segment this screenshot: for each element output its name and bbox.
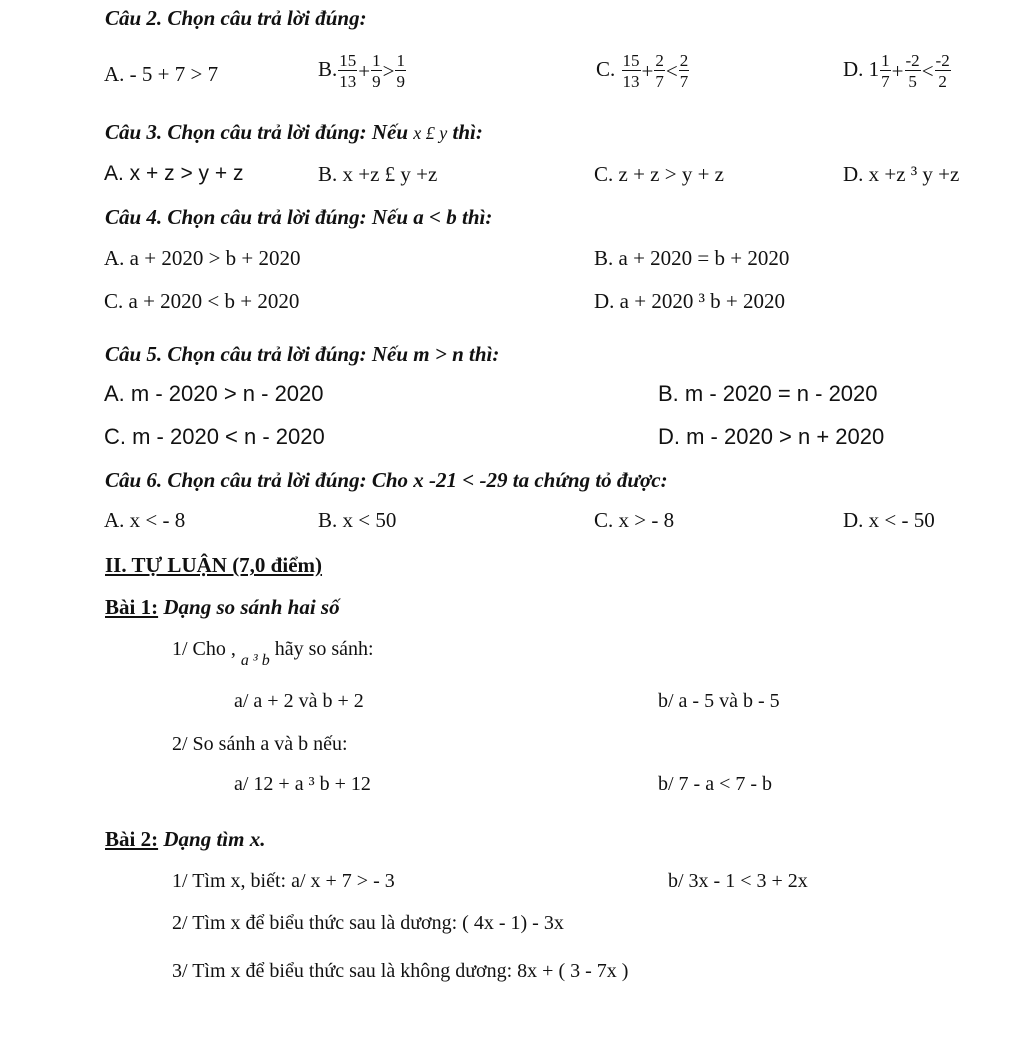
q5-option-d: D. m - 2020 > n + 2020: [658, 424, 885, 449]
fraction: $\frac{15}{13}$: [339, 51, 357, 91]
bai-1-title: Bài 1: Dạng so sánh hai số: [105, 595, 340, 619]
fraction: $\frac{1}{9}$: [372, 51, 381, 91]
q3-option-c: C. z + z > y + z: [594, 162, 724, 186]
question-3-title: Câu 3. Chọn câu trả lời đúng: Nếu x £ y thì:: [105, 120, 483, 144]
section-2-title: II. TỰ LUẬN (7,0 điểm): [105, 553, 323, 577]
fraction: $\frac{2}{7}$: [655, 51, 664, 91]
fraction: $\frac{1}{7}$: [881, 51, 890, 91]
bai-2-part-3: 3/ Tìm x để biểu thức sau là không dương: 8x + ( 3 - 7x ): [172, 960, 629, 982]
bai-1-part-2a: a/ 12 + a ³ b + 12: [234, 773, 371, 795]
q6-option-b: B. x < 50: [318, 508, 397, 532]
question-6-title: Câu 6. Chọn câu trả lời đúng: Cho x -21 < -29 ta chứng tỏ được:: [105, 468, 668, 492]
fraction: $\frac{-2}{5}$: [905, 51, 920, 91]
bai-1-part-1a: a/ a + 2 và b + 2: [234, 690, 364, 712]
q3-option-a: A. x + z > y + z: [104, 162, 244, 185]
q2-b-label: B.: [318, 56, 338, 81]
bai-1-part-2: 2/ So sánh a và b nếu:: [172, 733, 348, 755]
q2-option-d: D. 1 $\frac{1}{7}$ + $\frac{-2}{5}$ < $\frac{-2}{2}$: [843, 51, 950, 91]
q3-option-b: B. x +z £ y +z: [318, 162, 438, 186]
q5-option-a: A. m - 2020 > n - 2020: [104, 381, 324, 406]
bai-2-part-1: 1/ Tìm x, biết: a/ x + 7 > - 3: [172, 870, 395, 892]
q6-option-a: A. x < - 8: [104, 508, 186, 532]
q2-option-c: C. $\frac{15}{13}$ + $\frac{2}{7}$ < $\frac{2}{7}$: [596, 51, 689, 91]
fraction: $\frac{15}{13}$: [622, 51, 640, 91]
q2-option-a: A. - 5 + 7 > 7: [104, 62, 219, 86]
bai-1-part-1: 1/ Cho , $_{a ^3 b}$ hãy so sánh:: [172, 638, 374, 669]
bai-2-title: Bài 2: Dạng tìm x.: [105, 827, 266, 851]
bai-2-part-1b: b/ 3x - 1 < 3 + 2x: [668, 870, 808, 892]
fraction: $\frac{1}{9}$: [396, 51, 405, 91]
q4-option-c: C. a + 2020 < b + 2020: [104, 289, 300, 313]
q4-option-d: D. a + 2020 ³ b + 2020: [594, 289, 785, 313]
fraction: $\frac{2}{7}$: [679, 51, 689, 91]
question-2-title: Câu 2. Chọn câu trả lời đúng:: [105, 6, 367, 30]
q5-option-b: B. m - 2020 = n - 2020: [658, 381, 878, 406]
q6-option-c: C. x > - 8: [594, 508, 675, 532]
q4-option-a: A. a + 2020 > b + 2020: [104, 246, 301, 270]
fraction: $\frac{-2}{2}$: [935, 51, 950, 91]
q4-option-b: B. a + 2020 = b + 2020: [594, 246, 790, 270]
bai-2-part-2: 2/ Tìm x để biểu thức sau là dương: ( 4x - 1) - 3x: [172, 912, 564, 934]
question-5-title: Câu 5. Chọn câu trả lời đúng: Nếu m > n thì:: [105, 342, 500, 366]
q2-option-b: B. $\frac{15}{13}$ + $\frac{1}{9}$ > $\frac{1}{9}$: [318, 51, 405, 91]
q6-option-d: D. x < - 50: [843, 508, 935, 532]
bai-1-part-2b: b/ 7 - a < 7 - b: [658, 773, 773, 795]
q3-option-d: D. x +z ³ y +z: [843, 162, 960, 186]
question-4-title: Câu 4. Chọn câu trả lời đúng: Nếu a < b thì:: [105, 205, 493, 229]
q5-option-c: C. m - 2020 < n - 2020: [104, 424, 325, 449]
bai-1-part-1b: b/ a - 5 và b - 5: [658, 690, 780, 712]
